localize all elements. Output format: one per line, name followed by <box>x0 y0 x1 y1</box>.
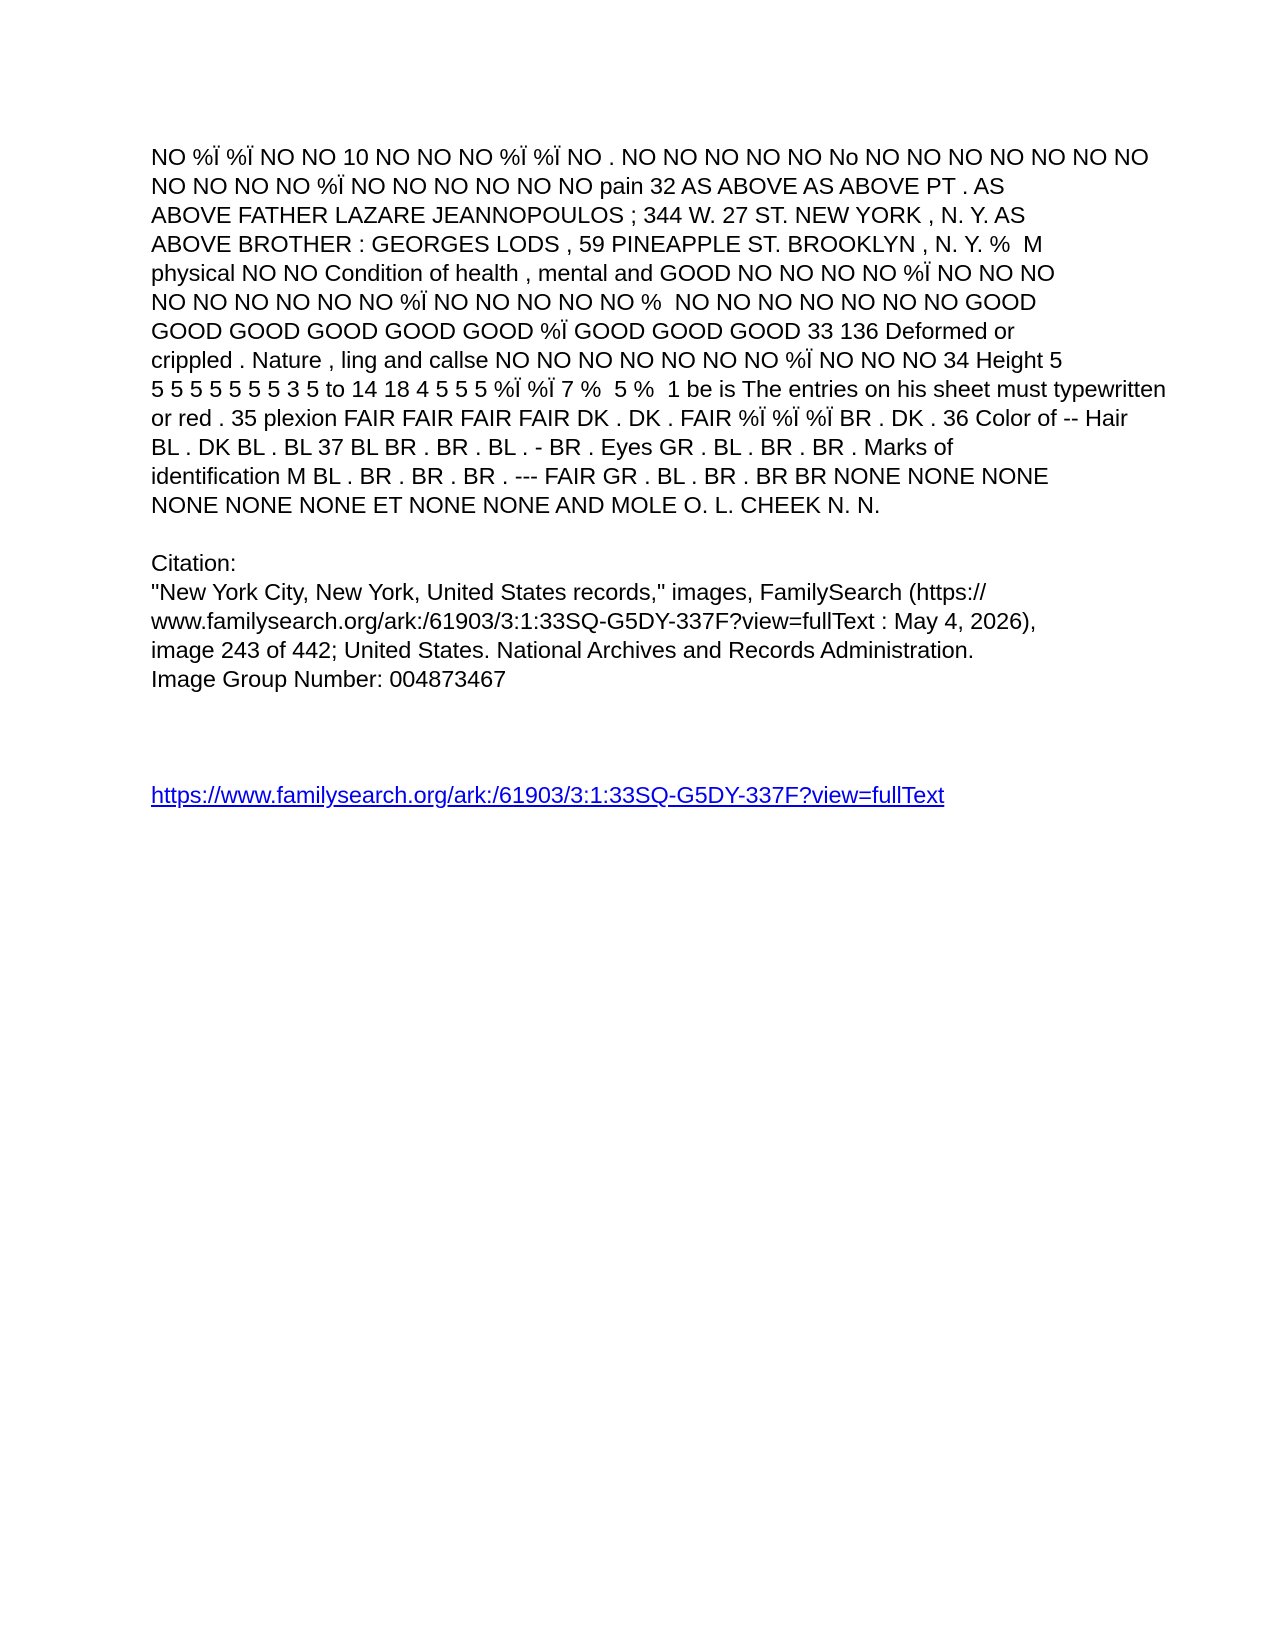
source-link-block <box>151 781 1231 810</box>
source-link[interactable]: https://www.familysearch.org/ark:/61903/3:1:33SQ-G5DY-337F?view=fullText <box>151 782 945 808</box>
transcript-line: identification M BL . BR . BR . BR . --- FAIR GR . BL . BR . BR BR NONE NONE NONE <box>151 463 1049 489</box>
transcript-line: ABOVE FATHER LAZARE JEANNOPOULOS ; 344 W. 27 ST. NEW YORK , N. Y. AS <box>151 202 1026 228</box>
ocr-transcript <box>151 143 1231 520</box>
transcript-line: or red . 35 plexion FAIR FAIR FAIR FAIR DK . DK . FAIR %Ï %Ï %Ï BR . DK . 36 Color of -- Hair <box>151 405 1128 431</box>
transcript-line: NO NO NO NO %Ï NO NO NO NO NO NO pain 32 AS ABOVE AS ABOVE PT . AS <box>151 173 1005 199</box>
document-page <box>151 143 1231 810</box>
transcript-line: BL . DK BL . BL 37 BL BR . BR . BL . - BR . Eyes GR . BL . BR . BR . Marks of <box>151 434 954 460</box>
citation-line: "New York City, New York, United States records," images, FamilySearch (https:// <box>151 579 986 605</box>
citation-line: image 243 of 442; United States. National Archives and Records Administration. <box>151 637 974 663</box>
transcript-line: GOOD GOOD GOOD GOOD GOOD %Ï GOOD GOOD GOOD 33 136 Deformed or <box>151 318 1015 344</box>
transcript-line: NONE NONE NONE ET NONE NONE AND MOLE O. L. CHEEK N. N. <box>151 492 881 518</box>
transcript-line: ABOVE BROTHER : GEORGES LODS , 59 PINEAPPLE ST. BROOKLYN , N. Y. % M <box>151 231 1043 257</box>
transcript-line: NO NO NO NO NO NO %Ï NO NO NO NO NO % NO NO NO NO NO NO NO GOOD <box>151 289 1037 315</box>
transcript-line: crippled . Nature , ling and callse NO NO NO NO NO NO NO %Ï NO NO NO 34 Height 5 <box>151 347 1063 373</box>
transcript-line: NO %Ï %Ï NO NO 10 NO NO NO %Ï %Ï NO . NO NO NO NO NO No NO NO NO NO NO NO NO <box>151 144 1149 170</box>
citation-block <box>151 549 1231 694</box>
citation-heading: Citation: <box>151 550 237 576</box>
citation-line: www.familysearch.org/ark:/61903/3:1:33SQ-G5DY-337F?view=fullText : May 4, 2026), <box>151 608 1037 634</box>
image-group-number: Image Group Number: 004873467 <box>151 666 507 692</box>
transcript-line: 5 5 5 5 5 5 5 3 5 to 14 18 4 5 5 5 %Ï %Ï 7 % 5 % 1 be is The entries on his sheet must typewritten <box>151 376 1167 402</box>
transcript-line: physical NO NO Condition of health , mental and GOOD NO NO NO NO %Ï NO NO NO <box>151 260 1055 286</box>
